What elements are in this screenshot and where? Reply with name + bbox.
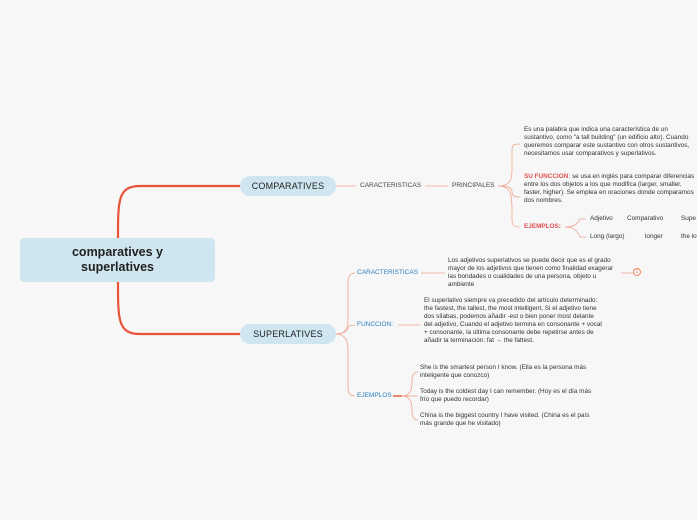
superlatives-ejemplos[interactable]: EJEMPLOS	[357, 392, 392, 399]
comparatives-table-row1-c1: Adjetivo	[590, 215, 613, 222]
comparatives-funcion-label: SU FUNCCION	[524, 173, 569, 180]
branch-comparatives	[118, 186, 242, 238]
superlatives-node[interactable]	[240, 324, 336, 344]
comparatives-principales[interactable]: PRINCIPALES	[452, 182, 495, 189]
comparatives-caracteristicas[interactable]: CARACTERISTICAS	[360, 182, 422, 189]
superlatives-example-2[interactable]: Today is the coldest day I can remember. (Hoy es el día más frío que puedo recordar)	[420, 388, 592, 403]
comparatives-node[interactable]	[240, 176, 336, 196]
superlatives-caracteristicas[interactable]: CARACTERISTICAS	[357, 269, 419, 276]
note-badge-count: 1	[635, 269, 639, 275]
comparatives-funcion[interactable]	[524, 173, 696, 205]
superlatives-funcion[interactable]: FUNCCION:	[357, 321, 394, 328]
superlatives-funcion-text[interactable]: El superlativo siempre va precedido del artículo determinado: the fastest, the tallest, the most intelligent, Si el adjetivo tiene dos sílabas, podemos añadir -est o bien poner most delante del adjetivo, Cuando el adjetivo termina en consonante + vocal + consonante, la última consonante debe repetirse antes de añadir la terminación: fat → the fattest.	[424, 297, 602, 344]
superlatives-example-1[interactable]: She is the smartest person I know. (Ella es la persona más inteligente que conozco)	[420, 364, 587, 379]
note-badge-icon[interactable]	[633, 268, 641, 276]
root-title: comparatives y superlatives	[71, 245, 164, 274]
comparatives-label: COMPARATIVES	[251, 181, 325, 191]
comparatives-table-row2-c1: Long (largo)	[590, 233, 625, 240]
comparatives-funcion-text: : se usa en inglés para comparar diferencias entre los dos objetos a los que modifica (larger, smaller, faster, higher). Se emplea en oraciones donde comparamos dos nombres.	[524, 173, 695, 204]
comparatives-definition[interactable]: Es una palabra que indica una característica de un sustantivo, como "a tall building" (un edificio alto). Cuando queremos comparar este sustantivo con otros sustantivos, necesitamos usar comparativos y superlativos.	[524, 126, 690, 157]
comparatives-table-row2-c2: longer	[645, 233, 663, 240]
superlatives-caracteristicas-text[interactable]: Los adjetivos superlativos se puede decir que es el grado mayor de los adjetivos que tienen como finalidad exagerar las bondades o cualidades de una persona, objeto u ambiente	[448, 257, 614, 288]
comparatives-table-row1-c2: Comparativo	[627, 215, 664, 222]
branch-superlatives	[118, 282, 242, 334]
superlatives-label: SUPERLATIVES	[253, 329, 323, 339]
comparatives-ejemplos[interactable]: EJEMPLOS:	[524, 223, 561, 230]
root-node[interactable]	[20, 238, 215, 282]
superlatives-example-3[interactable]: China is the biggest country I have visited. (China es el país más grande que he visitado)	[420, 412, 590, 427]
comparatives-table-row2-c3: the lo	[681, 233, 697, 240]
comparatives-table-row1-c3: Supe	[681, 215, 696, 222]
